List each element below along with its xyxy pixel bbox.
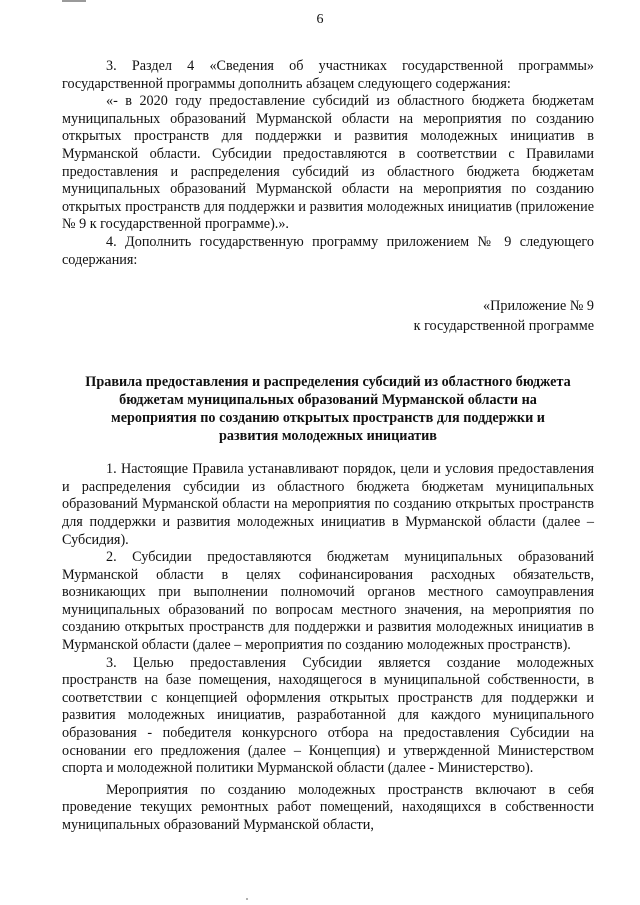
rules-title-line-3: мероприятия по созданию открытых пространств для поддержки и (111, 410, 545, 427)
rules-paragraph-1: 1. Настоящие Правила устанавливают порядок, цели и условия предоставления и распределения субсидии из областного бюджета бюджетам муниципальных образований Мурманской области на мероприятия по созданию открытых пространств для поддержки и развития молодежных инициатив в Мурманской области (далее – Субсидия). (62, 461, 594, 548)
rules-title (62, 373, 594, 445)
rules-paragraph-3: 3. Целью предоставления Субсидии является создание молодежных пространств на базе помещения, находящегося в муниципальной собственности, в соответствии с концепцией оформления открытых пространств для поддержки и развития молодежных инициатив, разработанной для каждого муниципального образования - победителя конкурсного отбора на предоставления Субсидии на основании его предложения (далее – Концепция) и утвержденной Министерством спорта и молодежной политики Мурманской области (далее - Министерство). (62, 654, 594, 777)
paragraph-section-3: 3. Раздел 4 «Сведения об участниках государственной программы» государственной программы дополнить абзацем следующего содержания: (62, 58, 594, 92)
appendix-ref-line-2: к государственной программе (413, 318, 594, 335)
appendix-reference (62, 296, 594, 336)
rules-title-line-1: Правила предоставления и распределения субсидий из областного бюджета (85, 374, 571, 391)
document-body (62, 58, 594, 835)
rules-title-line-4: развития молодежных инициатив (219, 428, 437, 445)
rules-title-line-2: бюджетам муниципальных образований Мурманской области на (119, 392, 537, 409)
page-number: 6 (316, 12, 324, 27)
rules-paragraph-2: 2. Субсидии предоставляются бюджетам муниципальных образований Мурманской области в целях софинансирования расходных обязательств, возникающих при выполнении полномочий органов местного самоуправления муниципальных образований по вопросам местного значения, на мероприятия по созданию открытых пространств для поддержки и развития молодежных инициатив в Мурманской области (далее – мероприятия по созданию молодежных пространств). (62, 549, 594, 654)
paragraph-quoted-addition: «- в 2020 году предоставление субсидий из областного бюджета бюджетам муниципальных образований Мурманской области на мероприятия по созданию открытых пространств для поддержки и развития молодежных инициатив в Мурманской области. Субсидии предоставляются в соответствии с Правилами предоставления и распределения субсидий из областного бюджета бюджетам муниципальных образований Мурманской области на мероприятия по созданию открытых пространств для поддержки и развития молодежных инициатив (приложение № 9 к государственной программе).». (62, 93, 594, 233)
scan-speck (246, 898, 248, 900)
paragraph-section-4: 4. Дополнить государственную программу приложением № 9 следующего содержания: (62, 233, 594, 268)
rules-paragraph-4: Мероприятия по созданию молодежных пространств включают в себя проведение текущих ремонтных работ помещений, находящихся в собственности муниципальных образований Мурманской области, (62, 781, 594, 833)
appendix-ref-line-1: «Приложение № 9 (483, 298, 594, 315)
scan-edge-mark (62, 0, 86, 2)
